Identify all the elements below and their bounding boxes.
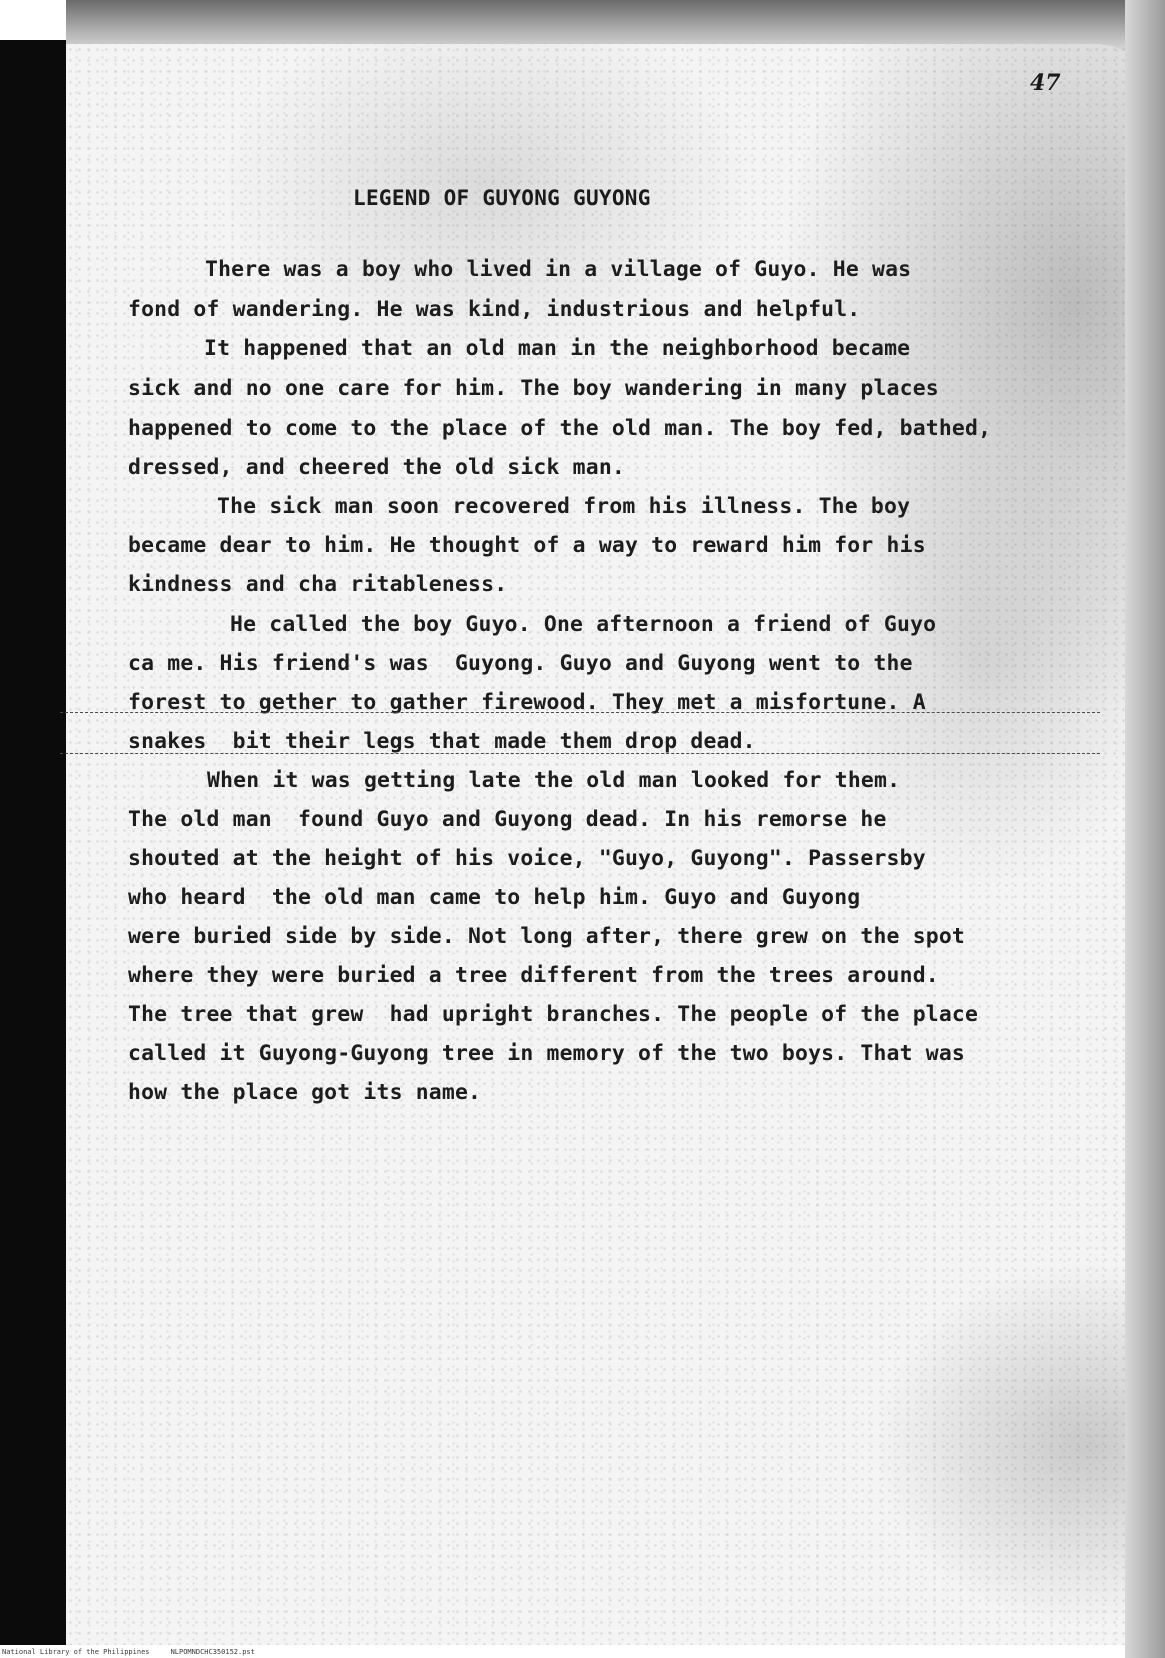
text-line-1: There was a boy who lived in a village of Guyo. He was xyxy=(205,257,912,282)
paper-speckle xyxy=(66,44,1156,1645)
archive-footer: National Library of the Philippines NLPOMNDCHC350152.pst xyxy=(2,1648,255,1656)
fold-line-upper xyxy=(60,712,1100,713)
text-line-14: When it was getting late the old man looked for them. xyxy=(207,768,901,793)
text-line-11: ca me. His friend's was Guyong. Guyo and Guyong went to the xyxy=(128,651,913,676)
binding-edge xyxy=(0,40,66,1645)
fold-line-lower xyxy=(60,753,1100,754)
text-line-9: kindness and cha ritableness. xyxy=(128,572,508,597)
text-line-6: dressed, and cheered the old sick man. xyxy=(128,455,625,480)
text-line-3: It happened that an old man in the neighborhood became xyxy=(204,336,911,361)
text-line-17: who heard the old man came to help him. Guyo and Guyong xyxy=(128,885,861,910)
text-line-18: were buried side by side. Not long after, there grew on the spot xyxy=(128,924,966,949)
text-line-10: He called the boy Guyo. One afternoon a friend of Guyo xyxy=(230,612,937,637)
text-line-13: snakes bit their legs that made them drop dead. xyxy=(128,729,756,754)
text-line-7: The sick man soon recovered from his illness. The boy xyxy=(217,494,911,519)
text-line-5: happened to come to the place of the old man. The boy fed, bathed, xyxy=(128,416,992,441)
document-title: LEGEND OF GUYONG GUYONG xyxy=(353,186,651,210)
text-line-21: called it Guyong-Guyong tree in memory of the two boys. That was xyxy=(128,1041,966,1066)
scan-right-edge xyxy=(1125,0,1165,1658)
text-line-2: fond of wandering. He was kind, industrious and helpful. xyxy=(128,297,861,322)
page-number: 47 xyxy=(1030,70,1061,96)
text-line-19: where they were buried a tree different from the trees around. xyxy=(128,963,939,988)
text-line-4: sick and no one care for him. The boy wandering in many places xyxy=(128,376,939,401)
text-line-15: The old man found Guyo and Guyong dead. In his remorse he xyxy=(128,807,887,832)
text-line-12: forest to gether to gather firewood. They met a misfortune. A xyxy=(128,690,926,715)
text-line-22: how the place got its name. xyxy=(128,1080,482,1105)
text-line-8: became dear to him. He thought of a way to reward him for his xyxy=(128,533,926,558)
text-line-16: shouted at the height of his voice, "Guyo, Guyong". Passersby xyxy=(128,846,926,871)
text-line-20: The tree that grew had upright branches. The people of the place xyxy=(128,1002,979,1027)
